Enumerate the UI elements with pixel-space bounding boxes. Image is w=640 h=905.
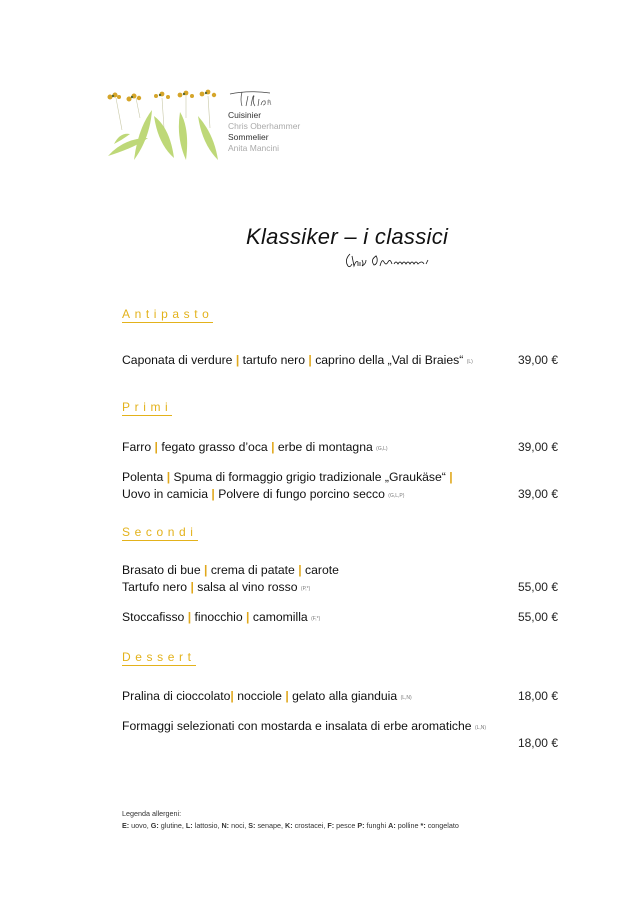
legend-title: Legenda allergeni: <box>122 809 182 818</box>
dish-polenta: Polenta | Spuma di formaggio grigio tradizionale „Graukäse“ | Uovo in camicia | Polvere di fungo porcino secco (G,L,P) <box>122 470 453 501</box>
section-title-antipasto: Antipasto <box>122 307 214 321</box>
linden-flower-illustration <box>104 88 222 164</box>
dish-farro: Farro | fegato grasso d’oca | erbe di montagna (G,L) <box>122 440 388 454</box>
brand-block <box>228 88 328 154</box>
dish-pralina: Pralina di cioccolato| nocciole | gelato alla gianduia (L,N) <box>122 689 412 703</box>
chef-name: Chris Oberhammer <box>228 121 301 131</box>
allergen-codes: (G,L) <box>376 446 388 452</box>
section-title-dessert: Dessert <box>122 650 196 664</box>
dish-price: 18,00 € <box>517 736 558 750</box>
allergen-codes: (P,*) <box>300 586 311 592</box>
chef-signature <box>342 250 442 272</box>
dish-brasato: Brasato di bue | crema di patate | carote Tartufo nero | salsa al vino rosso (P,*) <box>122 563 339 594</box>
dish-price: 18,00 € <box>517 689 558 703</box>
allergen-codes: (L) <box>466 359 473 365</box>
role-cuisinier: Cuisinier <box>228 110 262 120</box>
allergen-codes: (G,L,P) <box>388 493 405 499</box>
legend-items: E: uovo, G: glutine, L: lattosio, N: noci, S: senape, K: crostacei, F: pesce P: funghi A: polline *: congelato <box>122 821 459 830</box>
sommelier-name: Anita Mancini <box>228 143 280 153</box>
allergen-codes: (L,N) <box>400 695 412 701</box>
role-sommelier: Sommelier <box>228 132 269 142</box>
dish-price: 39,00 € <box>517 440 558 454</box>
page-title: Klassiker – i classici <box>246 224 449 249</box>
dish-formaggi: Formaggi selezionati con mostarda e insalata di erbe aromatiche (L,N) <box>122 719 487 733</box>
section-title-primi: Primi <box>122 400 173 414</box>
dish-price: 39,00 € <box>517 487 558 501</box>
dish-stoccafisso: Stoccafisso | finocchio | camomilla (F,*) <box>122 610 321 624</box>
allergen-legend <box>122 808 459 832</box>
allergen-codes: (F,*) <box>311 616 321 622</box>
dish-caponata: Caponata di verdure | tartufo nero | caprino della „Val di Braies“ (L) <box>122 353 473 367</box>
tilia-logo <box>228 88 288 110</box>
dish-price: 55,00 € <box>517 580 558 594</box>
section-title-secondi: Secondi <box>122 525 198 539</box>
dish-price: 55,00 € <box>517 610 558 624</box>
dish-price: 39,00 € <box>517 353 558 367</box>
allergen-codes: (L,N) <box>474 725 487 731</box>
